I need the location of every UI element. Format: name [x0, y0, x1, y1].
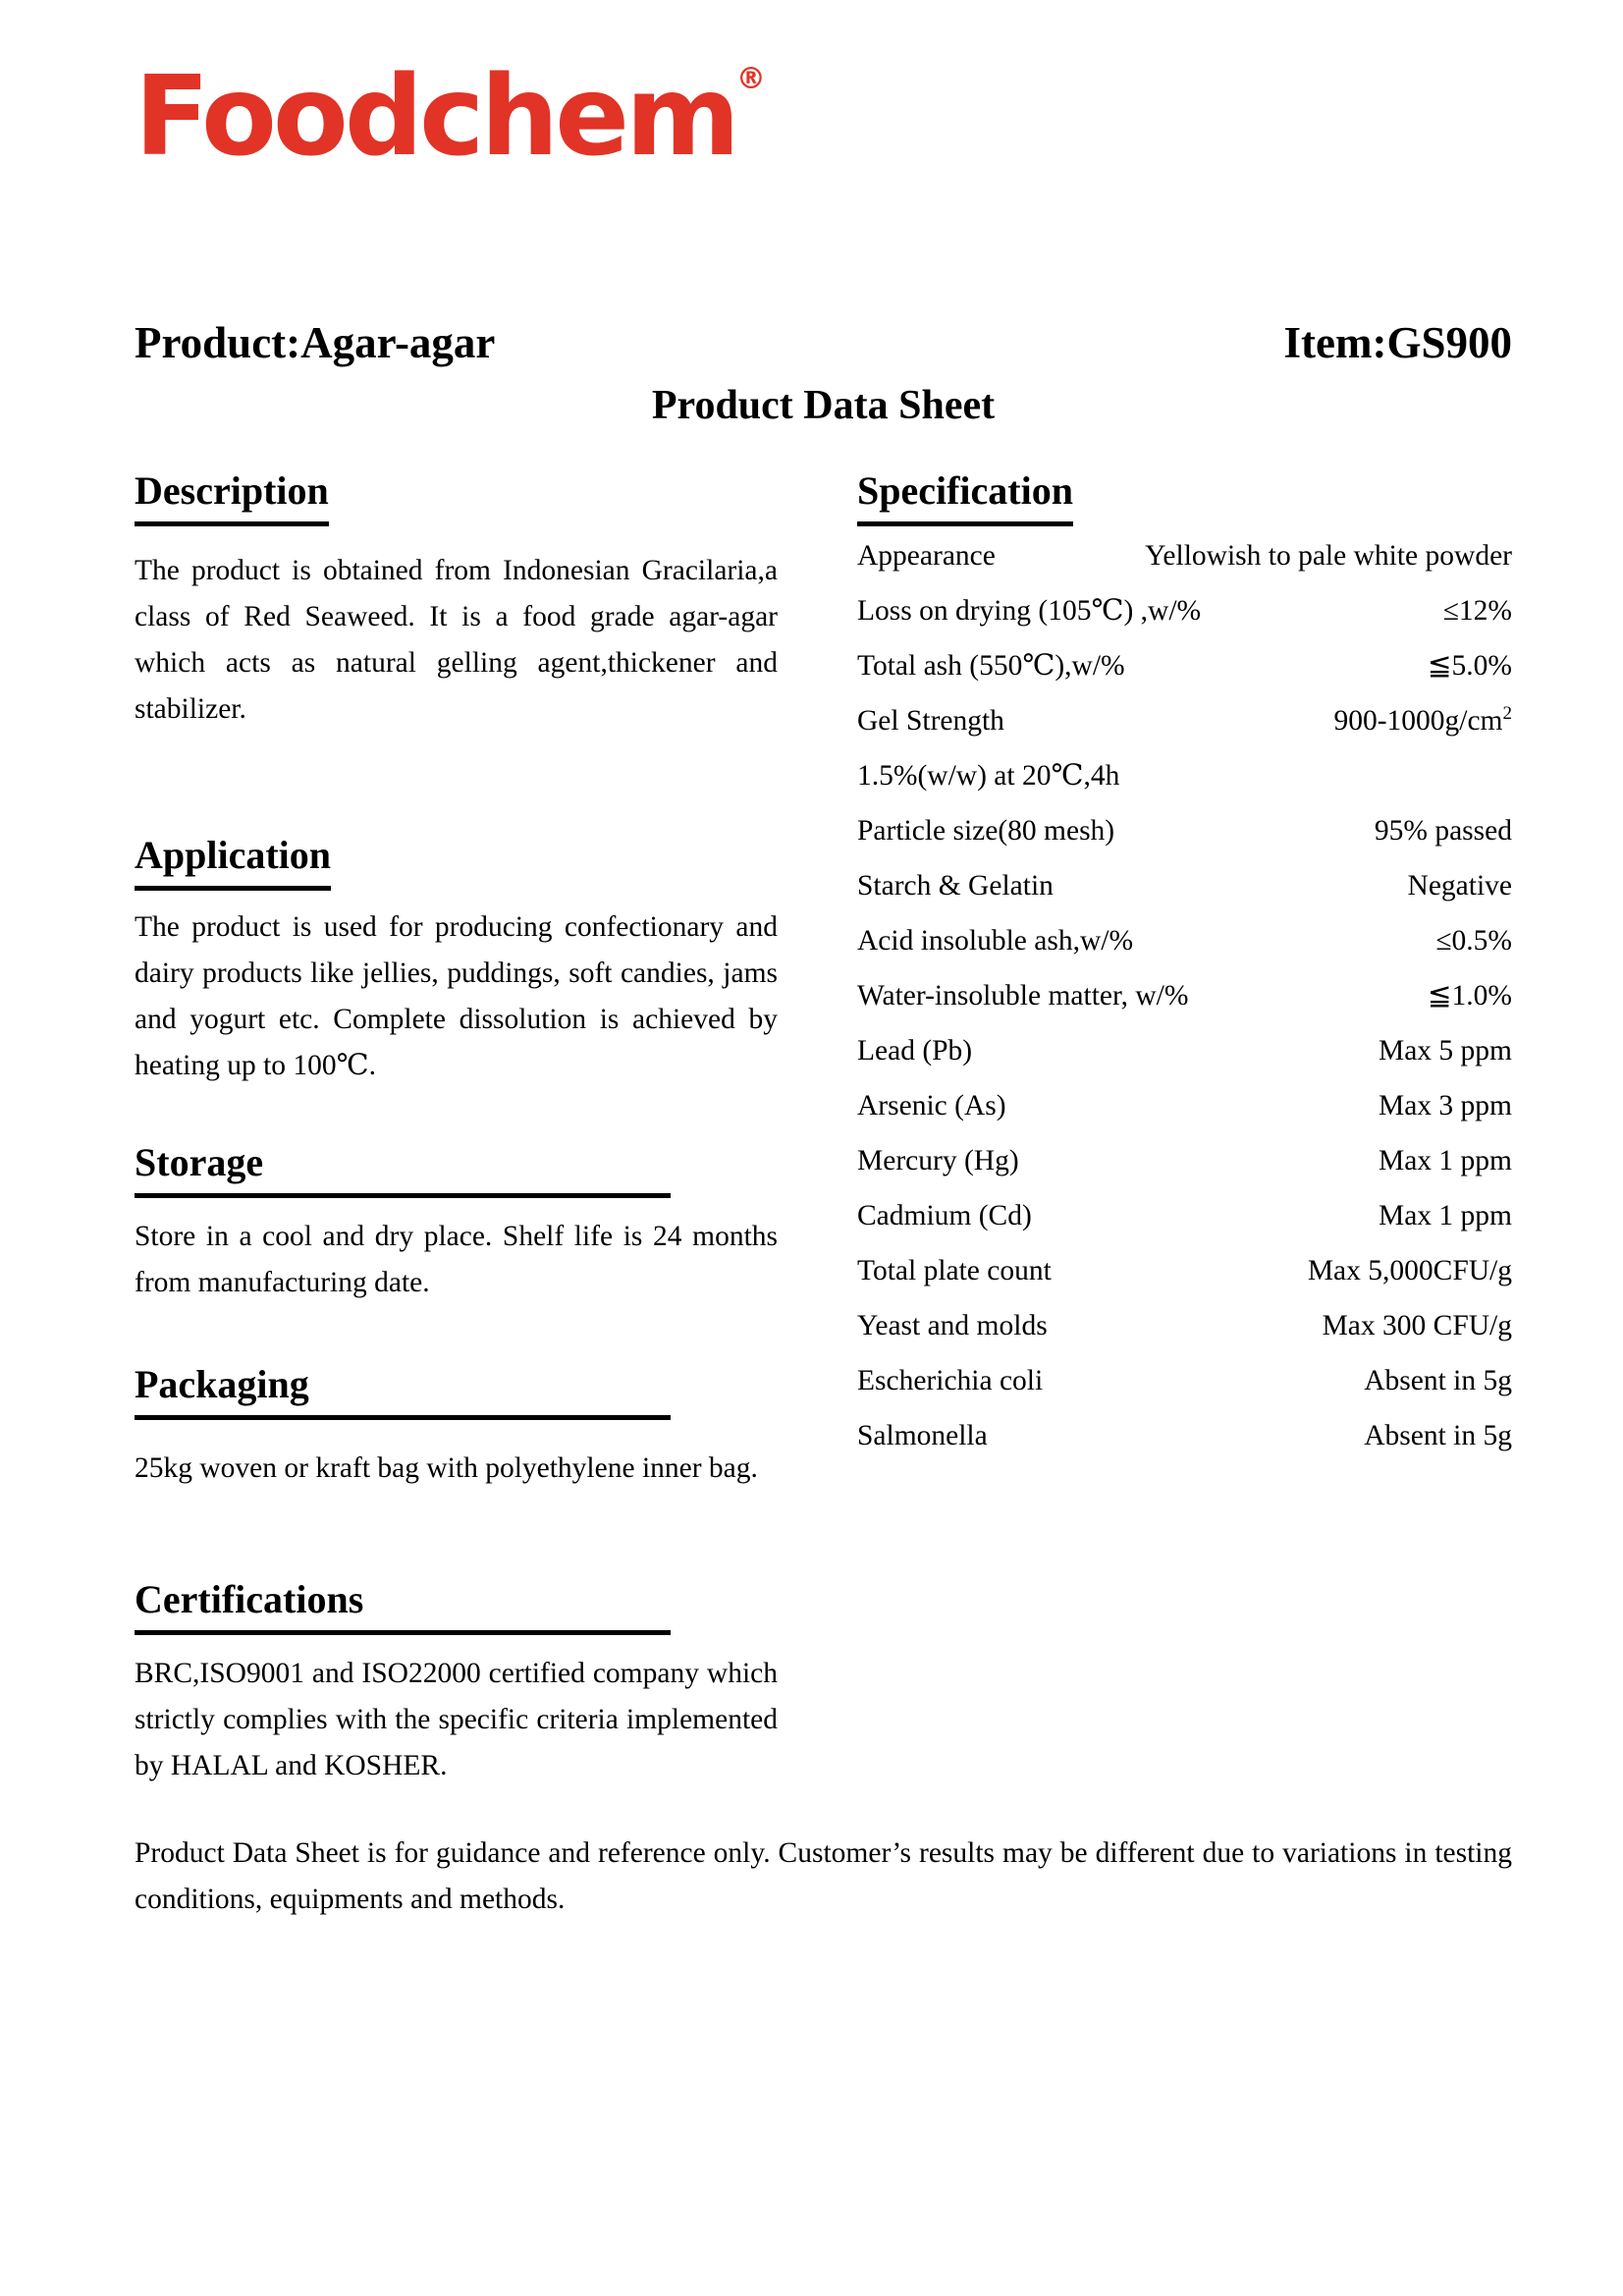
spec-row-name: Water-insoluble matter, w/%	[857, 980, 1189, 1012]
spec-row-name: Salmonella	[857, 1420, 988, 1452]
spec-row-name: Gel Strength	[857, 705, 1004, 738]
spec-row	[857, 758, 1512, 793]
registered-trademark-icon: ®	[735, 62, 766, 96]
spec-row-name: 1.5%(w/w) at 20℃,4h	[857, 760, 1120, 793]
spec-row-value: Max 5 ppm	[1378, 1035, 1512, 1067]
spec-row	[857, 1033, 1512, 1068]
spec-row	[857, 593, 1512, 629]
spec-row-name: Yeast and molds	[857, 1310, 1048, 1342]
spec-row	[857, 1418, 1512, 1453]
section-application	[135, 831, 778, 1089]
spec-row	[857, 868, 1512, 903]
spec-row-name: Mercury (Hg)	[857, 1145, 1019, 1177]
spec-row-value: $900-1000g/cm^2$	[1333, 703, 1512, 738]
spec-row-value: Max 1 ppm	[1378, 1200, 1512, 1232]
certifications-body: BRC,ISO9001 and ISO22000 certified company which strictly complies with the specific criteria implemented by HALAL and KOSHER.	[135, 1658, 778, 1782]
spec-row	[857, 1308, 1512, 1343]
spec-row-name: Starch & Gelatin	[857, 870, 1054, 902]
spec-row-value: ≦5.0%	[1427, 650, 1512, 683]
spec-row-name: Total plate count	[857, 1255, 1052, 1287]
section-packaging	[135, 1360, 778, 1492]
spec-row-value: ≦1.0%	[1427, 980, 1512, 1012]
spec-row-value: Max 1 ppm	[1378, 1145, 1512, 1177]
certifications-heading: Certifications	[135, 1575, 671, 1635]
spec-row	[857, 1143, 1512, 1178]
spec-row-value: Max 300 CFU/g	[1322, 1310, 1512, 1342]
spec-row-value: ≤12%	[1442, 595, 1512, 628]
spec-row	[857, 978, 1512, 1013]
spec-rows	[857, 538, 1512, 1453]
spec-row-name: Appearance	[857, 540, 996, 573]
footer-disclaimer: Product Data Sheet is for guidance and reference only. Customer’s results may be different due to variations in testing conditions, equipments and methods.	[135, 1837, 1512, 1916]
spec-value-superscript: 2	[1502, 703, 1512, 725]
spec-row-name: Particle size(80 mesh)	[857, 815, 1115, 847]
spec-row-value: 95% passed	[1374, 815, 1512, 847]
section-storage	[135, 1138, 778, 1306]
sheet-title: Product Data Sheet	[651, 383, 996, 429]
spec-row	[857, 1253, 1512, 1288]
spec-row-value: Max 3 ppm	[1378, 1090, 1512, 1122]
item-code-label: Item:GS900	[1283, 318, 1512, 368]
spec-row-name: Lead (Pb)	[857, 1035, 973, 1067]
spec-row-value: ≤0.5%	[1435, 925, 1512, 957]
specification-heading: Specification	[857, 466, 1512, 526]
spec-row-value: Absent in 5g	[1364, 1365, 1512, 1397]
spec-row	[857, 923, 1512, 958]
description-body: The product is obtained from Indonesian Gracilaria,a class of Red Seaweed. It is a food grade agar-agar which acts as natural gelling agent,thickener and stabilizer.	[135, 555, 778, 726]
packaging-heading: Packaging	[135, 1360, 671, 1420]
left-column	[135, 466, 778, 1789]
spec-row	[857, 1088, 1512, 1123]
spec-row-name: Escherichia coli	[857, 1365, 1044, 1397]
spec-row-name: Total ash (550℃),w/%	[857, 650, 1125, 683]
spec-row	[857, 813, 1512, 848]
section-description	[135, 466, 778, 733]
title-row	[135, 317, 1512, 368]
spec-row	[857, 703, 1512, 738]
spec-row-name: Arsenic (As)	[857, 1090, 1006, 1122]
storage-heading: Storage	[135, 1138, 671, 1198]
spec-row-name: Acid insoluble ash,w/%	[857, 925, 1134, 957]
description-heading: Description	[135, 466, 778, 526]
foodchem-logo	[135, 53, 766, 181]
section-certifications	[135, 1575, 778, 1789]
spec-row	[857, 1363, 1512, 1398]
spec-row-value: Negative	[1407, 870, 1512, 902]
content-columns	[135, 466, 1512, 1789]
column-gap	[778, 466, 857, 1789]
spec-row	[857, 538, 1512, 574]
right-column	[857, 466, 1512, 1789]
spec-row	[857, 1198, 1512, 1233]
spec-row	[857, 648, 1512, 683]
application-body: The product is used for producing confectionary and dairy products like jellies, puddings, soft candies, jams and yogurt etc. Complete dissolution is achieved by heating up to 100℃.	[135, 911, 778, 1082]
spec-row-name: Loss on drying (105℃) ,w/%	[857, 595, 1202, 628]
storage-body: Store in a cool and dry place. Shelf life is 24 months from manufacturing date.	[135, 1221, 778, 1299]
product-name-label: Product:Agar-agar	[135, 318, 496, 368]
packaging-body: 25kg woven or kraft bag with polyethylene inner bag.	[135, 1452, 758, 1485]
spec-row-value: Max 5,000CFU/g	[1307, 1255, 1512, 1287]
spec-row-name: Cadmium (Cd)	[857, 1200, 1032, 1232]
spec-row-value: Yellowish to pale white powder	[1145, 540, 1512, 573]
logo-text: Foodchem	[135, 53, 736, 181]
application-heading: Application	[135, 831, 778, 891]
spec-row-value: Absent in 5g	[1364, 1420, 1512, 1452]
